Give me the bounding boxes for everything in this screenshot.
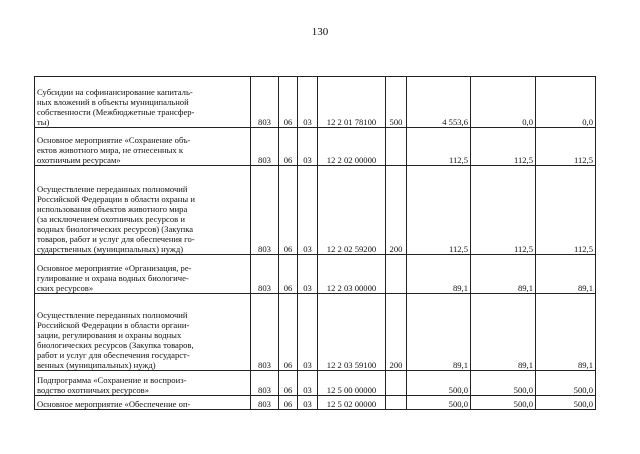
table-row [35, 371, 596, 396]
sum-year-3: 500,0 [536, 371, 596, 396]
sum-year-3: 89,1 [536, 294, 596, 371]
row-description: Осуществление переданных полномочий Российской Федерации в области охраны и использования объектов животного мира (за исключением охотничьих ресурсов и водных биологических ресурсов) (Закупка товаров, работ и услуг для обеспечения го- сударственных (муниципальных) нужд) [35, 166, 251, 255]
table-row [35, 294, 596, 371]
expense-type-code: 200 [386, 166, 407, 255]
target-article-code: 12 2 02 59200 [318, 166, 386, 255]
ministry-code: 803 [251, 396, 279, 410]
sum-year-3: 112,5 [536, 166, 596, 255]
subsection-code: 03 [298, 396, 318, 410]
ministry-code: 803 [251, 255, 279, 294]
expense-type-code [386, 396, 407, 410]
table-row [35, 396, 596, 410]
subsection-code: 03 [298, 255, 318, 294]
expense-type-code [386, 128, 407, 166]
target-article-code: 12 2 02 00000 [318, 128, 386, 166]
row-description: Осуществление переданных полномочий Российской Федерации в области органи- зации, регулирования и охраны водных биологических ресурсов (Закупка товаров, работ и услуг для обеспечения государст- венных (муниципальных) нужд) [35, 294, 251, 371]
budget-table [34, 76, 596, 410]
sum-year-3: 89,1 [536, 255, 596, 294]
table-row [35, 77, 596, 128]
expense-type-code [386, 371, 407, 396]
sum-year-2: 89,1 [471, 255, 536, 294]
subsection-code: 03 [298, 294, 318, 371]
target-article-code: 12 2 03 00000 [318, 255, 386, 294]
sum-year-2: 112,5 [471, 166, 536, 255]
sum-year-1: 89,1 [407, 255, 471, 294]
section-code: 06 [279, 255, 298, 294]
subsection-code: 03 [298, 128, 318, 166]
expense-type-code [386, 255, 407, 294]
subsection-code: 03 [298, 371, 318, 396]
target-article-code: 12 2 03 59100 [318, 294, 386, 371]
table-row [35, 166, 596, 255]
target-article-code: 12 5 02 00000 [318, 396, 386, 410]
table-row [35, 255, 596, 294]
target-article-code: 12 5 00 00000 [318, 371, 386, 396]
row-description: Основное мероприятие «Сохранение объ- ектов животного мира, не отнесенных к охотничьим ресурсам» [35, 128, 251, 166]
sum-year-2: 89,1 [471, 294, 536, 371]
ministry-code: 803 [251, 77, 279, 128]
subsection-code: 03 [298, 77, 318, 128]
page-number: 130 [311, 26, 329, 38]
target-article-code: 12 2 01 78100 [318, 77, 386, 128]
section-code: 06 [279, 128, 298, 166]
subsection-code: 03 [298, 166, 318, 255]
section-code: 06 [279, 294, 298, 371]
sum-year-1: 500,0 [407, 396, 471, 410]
sum-year-1: 112,5 [407, 166, 471, 255]
sum-year-3: 112,5 [536, 128, 596, 166]
sum-year-3: 500,0 [536, 396, 596, 410]
sum-year-2: 500,0 [471, 371, 536, 396]
row-description: Основное мероприятие «Организация, ре- гулирование и охрана водных биологиче- ских ресурсов» [35, 255, 251, 294]
row-description: Основное мероприятие «Обеспечение оп- [35, 396, 251, 410]
section-code: 06 [279, 371, 298, 396]
row-description: Подпрограмма «Сохранение и воспроиз- водство охотничьих ресурсов» [35, 371, 251, 396]
sum-year-3: 0,0 [536, 77, 596, 128]
sum-year-1: 500,0 [407, 371, 471, 396]
section-code: 06 [279, 396, 298, 410]
expense-type-code: 500 [386, 77, 407, 128]
ministry-code: 803 [251, 166, 279, 255]
section-code: 06 [279, 77, 298, 128]
ministry-code: 803 [251, 128, 279, 166]
row-description: Субсидии на софинансирование капиталь- ных вложений в объекты муниципальной собственности (Межбюджетные трансфер- ты) [35, 77, 251, 128]
table-row [35, 128, 596, 166]
sum-year-1: 89,1 [407, 294, 471, 371]
sum-year-1: 4 553,6 [407, 77, 471, 128]
sum-year-2: 112,5 [471, 128, 536, 166]
ministry-code: 803 [251, 294, 279, 371]
sum-year-2: 500,0 [471, 396, 536, 410]
sum-year-1: 112,5 [407, 128, 471, 166]
ministry-code: 803 [251, 371, 279, 396]
sum-year-2: 0,0 [471, 77, 536, 128]
expense-type-code: 200 [386, 294, 407, 371]
section-code: 06 [279, 166, 298, 255]
